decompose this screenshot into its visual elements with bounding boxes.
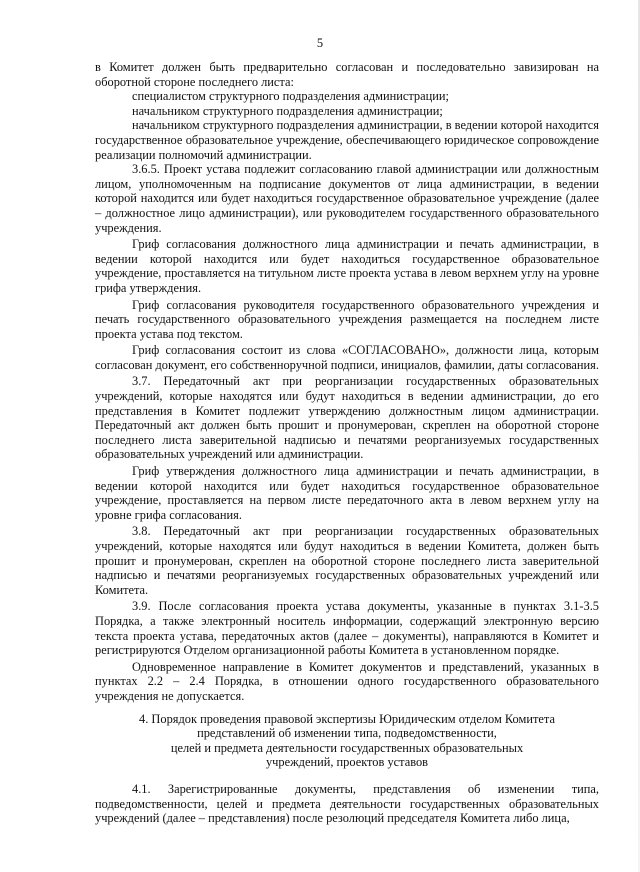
paragraph-4-1: 4.1. Зарегистрированные документы, представления об изменении типа, подведомственности, целей и предмета деятельности государственных образовательных учреждений (далее – представления) после резолюций председателя Комитета либо лица, [95,781,599,826]
paragraph-3-6-5: 3.6.5. Проект устава подлежит согласованию главой администрации или должностным лицом, уполномоченным на подписание документов от лица администрации, в ведении которой находится или будет находиться государственное образовательное учреждение (далее – должностное лицо администрации), или руководителем государственного образовательного учреждения. [95,162,599,235]
list-item-head-division: начальником структурного подразделения администрации; [132,103,443,118]
page-number: 5 [316,36,324,50]
section-heading-line-4: учреждений, проектов уставов [265,755,429,770]
document-body [95,60,599,826]
paragraph-intro: в Комитет должен быть предварительно согласован и последовательно завизирован на оборотной стороне последнего листа: [95,60,599,89]
paragraph-stamp-admin: Гриф согласования должностного лица администрации и печать администрации, в ведении которой находится или будет находиться государственное образовательное учреждение, проставляется на титульном листе проекта устава в левом верхнем углу на уровне грифа утверждения. [95,237,599,295]
list-item-specialist: специалистом структурного подразделения администрации; [132,89,449,104]
section-heading-line-3: целей и предмета деятельности государственных образовательных [170,740,524,755]
paragraph-simultaneous: Одновременное направление в Комитет документов и представлений, указанных в пунктах 2.2 – 2.4 Порядка, в отношении одного государственного образовательного учреждения не допускается. [95,659,599,703]
paragraph-approval-stamp: Гриф утверждения должностного лица администрации и печать администрации, в ведении которой находится или будет находиться государственное образовательное учреждение, проставляется на первом листе передаточного акта в левом верхнем углу на уровне грифа согласования. [95,464,599,522]
section-heading-4 [95,712,599,770]
list-item-head-legal: начальником структурного подразделения администрации, в ведении которой находится государственное образовательное учреждение, обеспечивающего юридическое сопровождение реализации полномочий администрации. [95,118,599,162]
section-heading-line-1: 4. Порядок проведения правовой экспертизы Юридическим отделом Комитета [139,711,555,726]
paragraph-3-7: 3.7. Передаточный акт при реорганизации государственных образовательных учреждений, которые находятся или будут находиться в ведении администрации, до его представления в Комитет подлежит утверждению должностным лицом администрации. Передаточный акт должен быть прошит и пронумерован, скреплен на оборотной стороне последнего листа заверительной надписью и печатями реорганизуемых государственных образовательных учреждений или администрации. [95,374,599,462]
section-heading-line-2: представлений об изменении типа, подведомственности, [197,726,497,741]
paragraph-3-8: 3.8. Передаточный акт при реорганизации государственных образовательных учреждений, которые находятся или будут находиться в ведении Комитета, должен быть прошит и пронумерован, скреплен на оборотной стороне последнего листа заверительной надписью и печатями реорганизуемых государственных образовательных учреждений или Комитета. [95,524,599,597]
paragraph-3-9: 3.9. После согласования проекта устава документы, указанные в пунктах 3.1-3.5 Порядка, а также электронный носитель информации, содержащий электронную версию текста проекта устава, передаточных актов (далее – документы), направляются в Комитет и регистрируются Отделом организационной работы Комитета в установленном порядке. [95,599,599,658]
paragraph-stamp-content: Гриф согласования состоит из слова «СОГЛАСОВАНО», должности лица, которым согласован документ, его собственноручной подписи, инициалов, фамилии, даты согласования. [95,343,599,372]
paragraph-stamp-head: Гриф согласования руководителя государственного образовательного учреждения и печать государственного образовательного учреждения размещается на последнем листе проекта устава под текстом. [95,297,599,341]
